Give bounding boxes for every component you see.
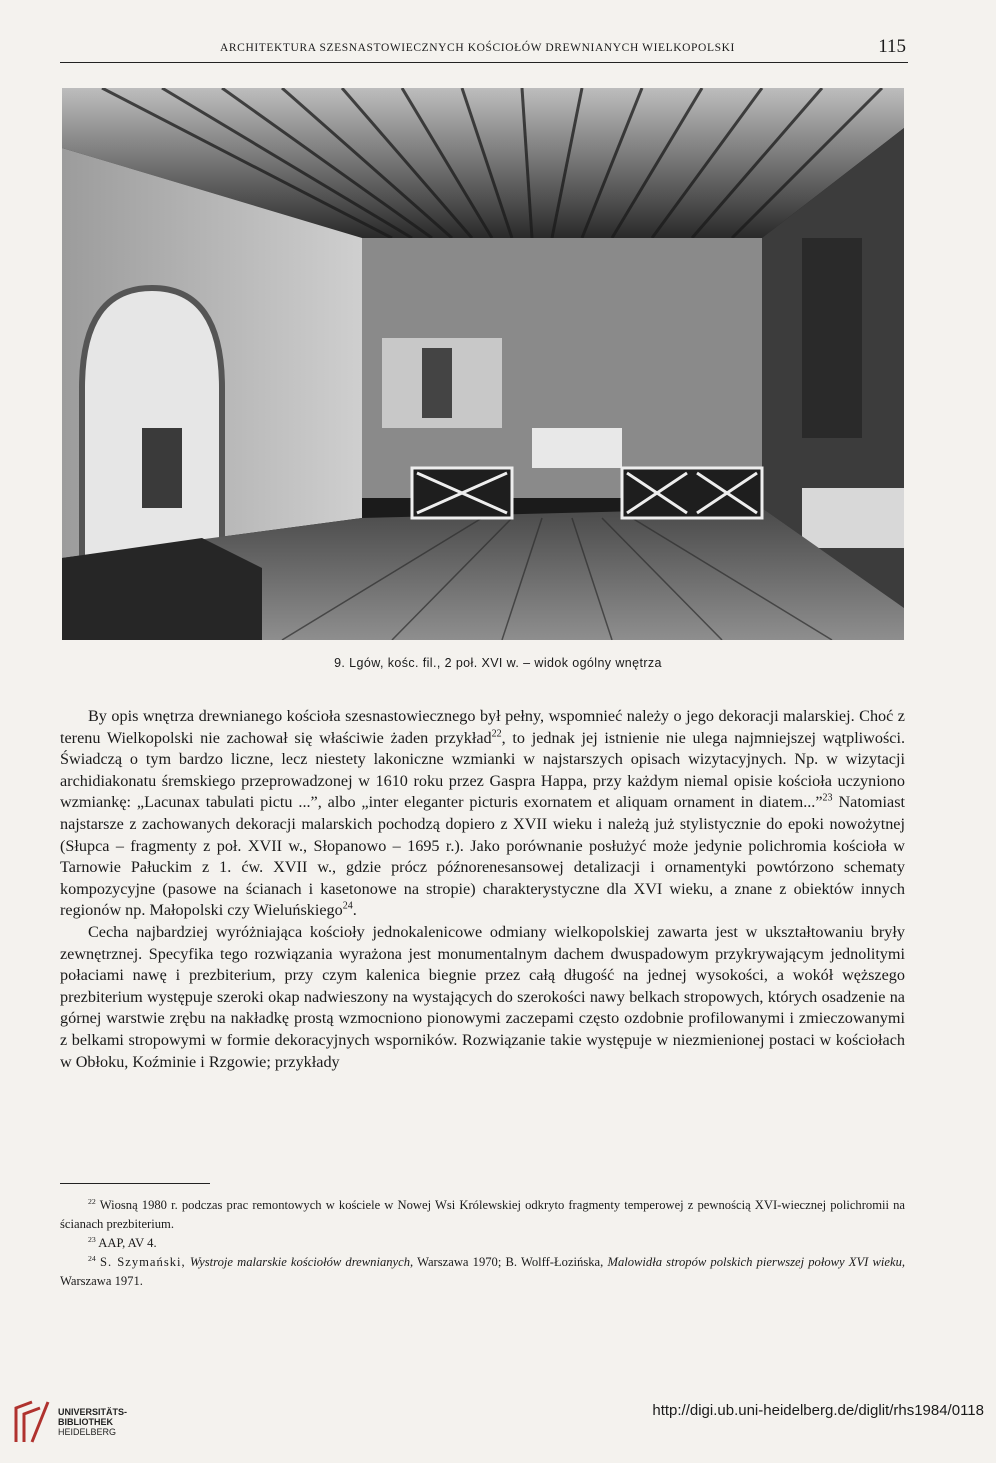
footnote-24: $^{24}$ S. Szymański, Wystroje malarskie kościołów drewnianych, Warszawa 1970; B. Wolff-Łozińska, Malowidła stropów polskich pierwszej połowy XVI wieku, Warszawa 1971. [60, 1253, 906, 1288]
footnote-23: $^{23}$ AAP, AV 4. [88, 1234, 157, 1250]
body-text [60, 706, 905, 1073]
library-emblem-icon [12, 1398, 52, 1446]
footnote-divider [60, 1183, 210, 1184]
source-url-link[interactable]: http://digi.ub.uni-heidelberg.de/diglit/rhs1984/0118 [652, 1402, 984, 1419]
paragraph-2: Cecha najbardziej wyróżniająca kościoły jednokalenicowe odmiany wielkopolskiej zawarta jest w ukształtowaniu bryły zewnętrznej. Specyfika tego rozwiązania wyrażona jest monumentalnym dachem dwuspadowym przykrywającym jednolitymi połaciami nawę i prezbiterium, przy czym kalenica biegnie przez całą długość na jednej wysokości, a wokół węższego prezbiterium występuje szeroki okap nadwieszony na wystających do szerokości nawy belkach stropowych, których osadzenie na górnej warstwie zrębu na nakładkę prostą wzmocniono pionowymi zaczepami często ozdobnie profilowanymi i zmieczowanymi z belkami stropowymi w formie dekoracyjnych wsporników. Rozwiązanie takie występuje w niezmienionej postaci w kościołach w Obłoku, Koźminie i Rzgowie; przykłady [60, 922, 905, 1071]
page-number: 115 [878, 36, 906, 57]
footnote-ref-23[interactable]: 23 [822, 792, 833, 804]
footnote-ref-22[interactable]: 22 [491, 728, 502, 740]
footnote-22: $^{22}$ Wiosną 1980 r. podczas prac remontowych w kościele w Nowej Wsi Królewskiej odkryto fragmenty temperowej z pewnością XVI-wiecznej polichromii na ścianach prezbiterium. [60, 1196, 906, 1231]
paragraph-1: By opis wnętrza drewnianego kościoła szesnastowiecznego był pełny, wspomnieć należy o jego dekoracji malarskiej. Choć z terenu Wielkopolski nie zachował się właściwie żaden przykład$^{22}$, to jednak jej istnienie nie ulega najmniejszej wątpliwości. Świadczą o tym bardzo liczne, lecz niestety lakoniczne wzmianki w najstarszych opisach wizytacyjnych. Np. w wizytacji archidiakonatu śremskiego przeprowadzonej w 1610 roku przez Gaspra Happa, przy każdym niemal opisie kościoła uczyniono wzmiankę: „Lacunax tabulati pictu ...”, albo „inter eleganter picturis exornatem et aliquam ornament in diatem...”$^{23}$ Natomiast najstarsze z zachowanych dekoracji malarskich pochodzą dopiero z XVII wieku i należą już stylistycznie do epoki nowożytnej (Słupca – fragmenty z poł. XVII w., Słopanowo – 1695 r.). Jako porównanie posłużyć może jedynie polichromia kościoła w Tarnowie Pałuckim z 1. ćw. XVII w., gdzie prócz późnorenesansowej detalizacji i ornamentyki powtórzono schematy kompozycyjne (pasowe na ścianach i kasetonowe na stropie) charakterystyczne dla XVI wieku, a znane z obiektów innych regionów np. Małopolski czy Wieluńskiego$^{24}$. [60, 707, 905, 920]
running-header [60, 38, 908, 63]
library-name: UNIVERSITÄTS- BIBLIOTHEK HEIDELBERG [58, 1407, 128, 1437]
footnote-ref-24[interactable]: 24 [342, 900, 353, 912]
running-title: ARCHITEKTURA SZESNASTOWIECZNYCH KOŚCIOŁÓW DREWNIANYCH WIELKOPOLSKI [220, 42, 735, 54]
figure-photo-church-interior [62, 88, 904, 640]
footnotes [60, 1196, 905, 1291]
church-interior-illustration [62, 88, 904, 640]
figure-caption: 9. Lgów, kośc. fil., 2 poł. XVI w. – widok ogólny wnętrza [334, 656, 662, 670]
library-logo[interactable] [12, 1398, 182, 1448]
